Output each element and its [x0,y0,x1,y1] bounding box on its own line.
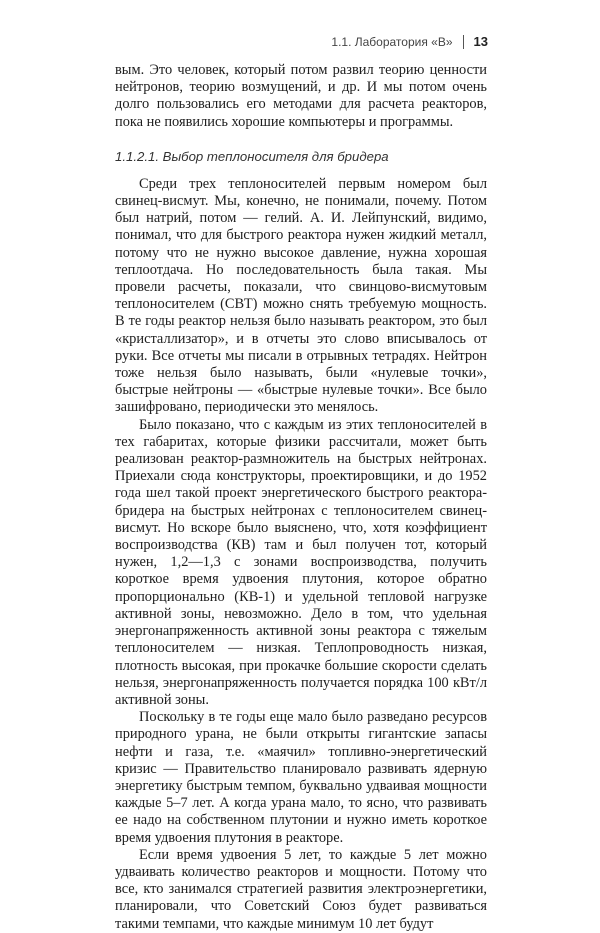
paragraph-2: Было показано, что с каждым из этих теплоносителей в тех габаритах, которые физики рассчитали, может быть реализован реактор-размножитель на быстрых нейтронах. Приехали сюда конструкторы, проектировщики, и до 1952 года шел такой проект энергетического быстрого реактора-бридера на быстрых нейтронах с теплоносителем свинец-висмут. Но вскоре было выяснено, что, хотя коэффициент воспроизводства (КВ) там и был получен тот, который нужен, 1,2—1,3 с зонами воспроизводства, получить короткое время удвоения плутония, которое обратно пропорционально (КВ-1) и удельной тепловой нагрузке активной зоны, невозможно. Дело в том, что удельная энергонапряженность активной зоны реактора с тяжелым теплоносителем — низкая. Теплопроводность низкая, плотность высокая, при прокачке большие скорости сделать нельзя, энергонапряженность получается порядка 100 кВт/л активной зоны. [115,416,487,708]
section-title: 1.1. Лаборатория «В» [331,34,453,49]
paragraph-1: Среди трех теплоносителей первым номером был свинец-висмут. Мы, конечно, не понимали, почему. Потом был натрий, потом — гелий. А. И. Лейпунский, видимо, понимал, что для быстрого реактора нужен жидкий металл, потому что не нужно высокое давление, нужна хорошая теплоотдача. Но последовательность была такая. Мы провели расчеты, показали, что свинцово-висмутовым теплоносителем (СВТ) можно снять требуемую мощность. В те годы реактор нельзя было называть реактором, это был «кристаллизатор», и в отчеты это слово вписывалось от руки. Все отчеты мы писали в отрывных тетрадях. Нейтрон тоже нельзя было называть, были «нулевые точки», быстрые нейтроны — «быстрые нулевые точки». Все было зашифровано, периодически это менялось. [115,175,487,416]
running-header [331,34,488,49]
header-divider [463,35,464,49]
page-number: 13 [473,34,488,49]
subsection-heading: 1.1.2.1. Выбор теплоносителя для бридера [115,148,389,164]
paragraph-3: Поскольку в те годы еще мало было разведано ресурсов природного урана, не были открыты гигантские запасы нефти и газа, т.е. «маячил» топливно-энергетический кризис — Правительство планировало развивать ядерную энергетику быстрым темпом, буквально удваивая мощности каждые 5–7 лет. А когда урана мало, то ясно, что развивать ее надо на собственном плутонии и нужно иметь короткое время удвоения плутония в реакторе. [115,709,487,846]
page-body [115,62,487,933]
paragraph-continued: вым. Это человек, который потом развил теорию ценности нейтронов, теорию возмущений, и др. И мы потом очень долго пользовались его методами для расчета реакторов, пока не появились хорошие компьютеры и программы. [115,62,487,130]
paragraph-4: Если время удвоения 5 лет, то каждые 5 лет можно удваивать количество реакторов и мощности. Потому что все, кто занимался стратегией развития электроэнергетики, планировали, что Советский Союз будет развиваться такими темпами, что каждые минимум 10 лет будут [115,846,487,932]
